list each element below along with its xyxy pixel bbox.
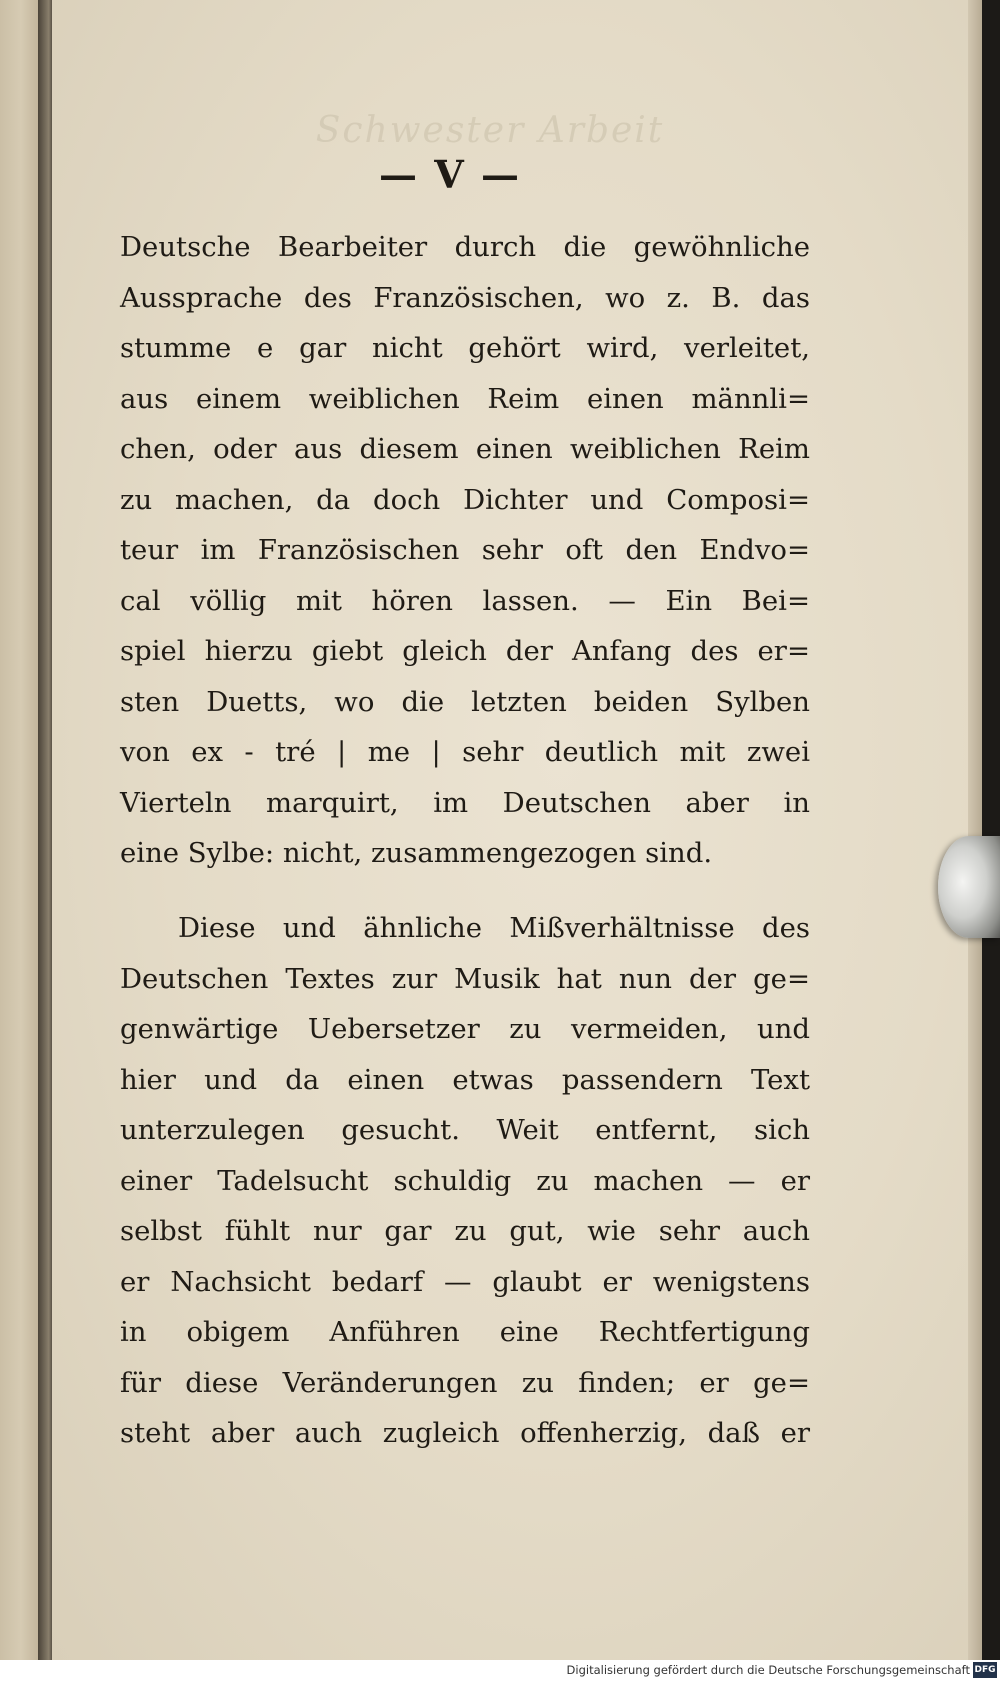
text-line: hier und da einen etwas passendern Text xyxy=(120,1063,810,1096)
text-line: unterzulegen gesucht. Weit entfernt, sich xyxy=(120,1114,810,1146)
text-line: cal völlig mit hören lassen. — Ein Bei= xyxy=(120,584,810,617)
page-fore-edge xyxy=(968,0,982,1660)
paragraph-1 xyxy=(120,222,810,879)
text-line: Deutschen Textes zur Musik hat nun der ge= xyxy=(120,962,810,995)
text-line: von ex - tré | me | sehr deutlich mit zwei xyxy=(120,736,810,768)
show-through-text: Schwester Arbeit xyxy=(315,110,665,151)
text-line: in obigem Anführen eine Rechtfertigung xyxy=(120,1316,810,1348)
text-line: eine Sylbe: nicht, zusammengezogen sind. xyxy=(120,837,713,869)
text-line: er Nachsicht bedarf — glaubt er wenigstens xyxy=(120,1265,810,1298)
page-number: — V — xyxy=(379,152,521,197)
text-line: Vierteln marquirt, im Deutschen aber in xyxy=(120,786,810,819)
left-page-edge xyxy=(0,0,42,1660)
text-line: Aussprache des Französischen, wo z. B. das xyxy=(120,281,810,314)
page-clip xyxy=(938,836,1000,938)
text-line: einer Tadelsucht schuldig zu machen — er xyxy=(120,1164,810,1197)
text-line: für diese Veränderungen zu finden; er ge= xyxy=(120,1366,810,1399)
text-line-indented: Diese und ähnliche Mißverhältnisse des xyxy=(178,912,810,944)
text-line: aus einem weiblichen Reim einen männli= xyxy=(120,382,810,415)
dfg-logo-icon: DFG xyxy=(973,1662,997,1678)
footer-credit: Digitalisierung gefördert durch die Deutsche Forschungsgemeinschaft xyxy=(566,1663,970,1677)
text-line: chen, oder aus diesem einen weiblichen Reim xyxy=(120,433,810,465)
footer-bar xyxy=(0,1660,1000,1681)
text-line: sten Duetts, wo die letzten beiden Sylben xyxy=(120,685,810,718)
text-line: stumme e gar nicht gehört wird, verleitet, xyxy=(120,332,810,364)
text-line: spiel hierzu giebt gleich der Anfang des er= xyxy=(120,635,810,667)
text-line: genwärtige Uebersetzer zu vermeiden, und xyxy=(120,1013,810,1045)
text-line: selbst fühlt nur gar zu gut, wie sehr auch xyxy=(120,1215,810,1247)
text-line: Deutsche Bearbeiter durch die gewöhnliche xyxy=(120,231,810,263)
text-line: zu machen, da doch Dichter und Composi= xyxy=(120,483,810,516)
text-line: teur im Französischen sehr oft den Endvo= xyxy=(120,534,810,566)
text-line: steht aber auch zugleich offenherzig, daß er xyxy=(120,1417,810,1449)
paragraph-2 xyxy=(120,903,810,1459)
